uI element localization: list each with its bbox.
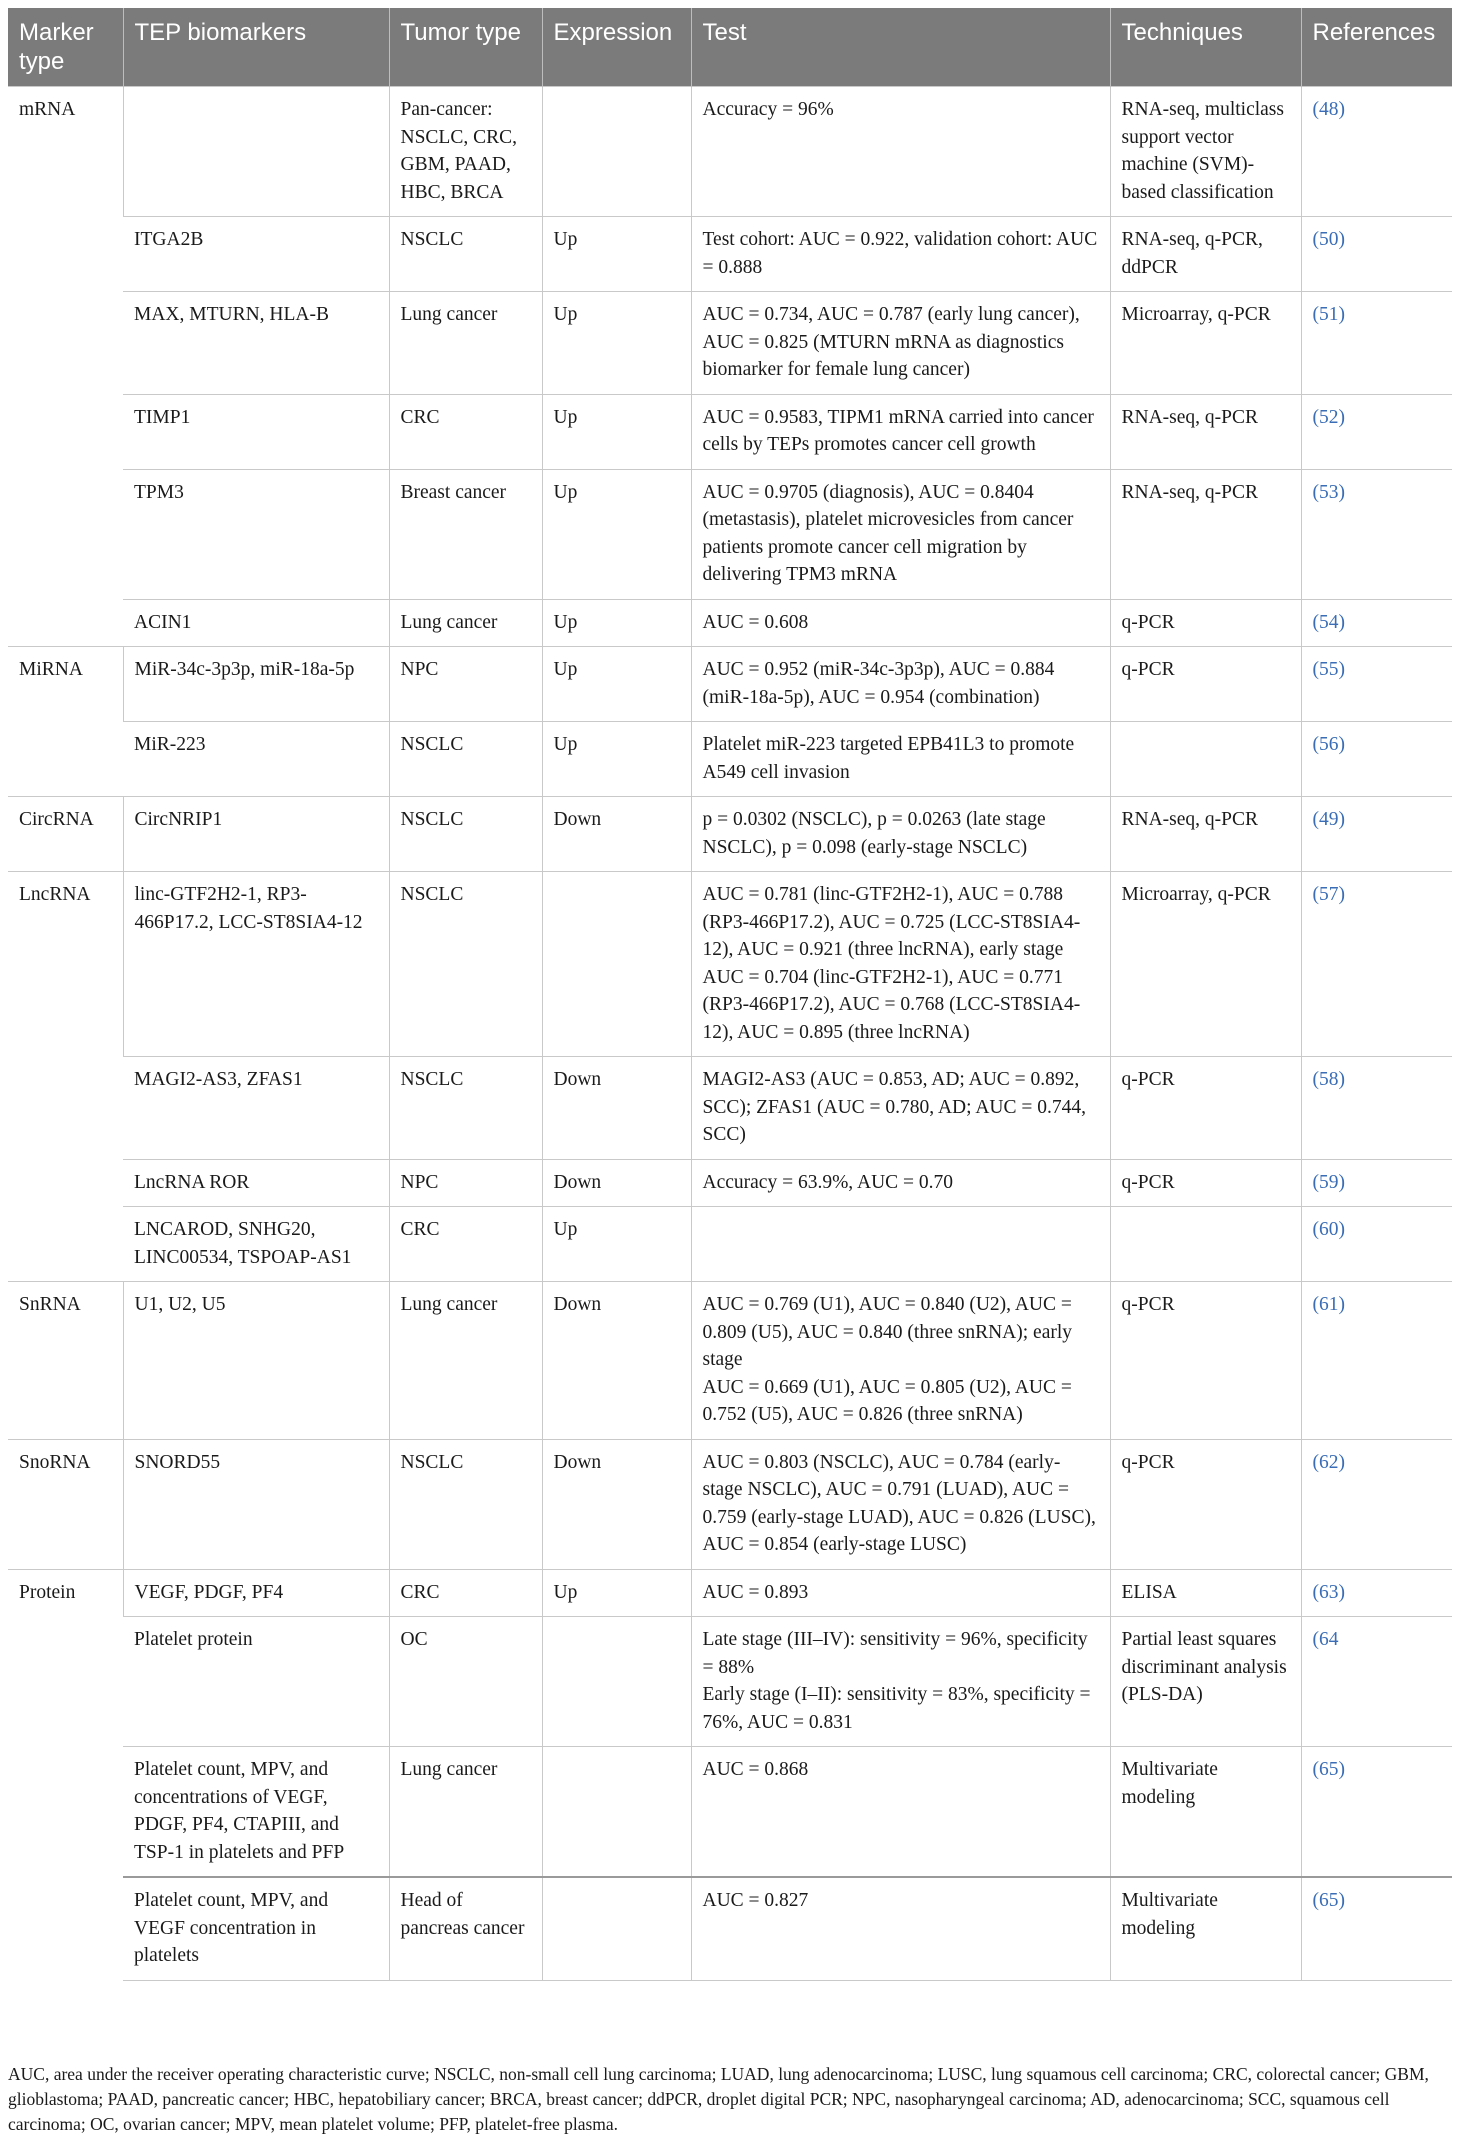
table-row	[8, 1282, 1452, 1440]
reference-cell	[1301, 647, 1452, 722]
biomarker-cell: ACIN1	[123, 599, 389, 647]
test-cell	[691, 872, 1110, 1057]
expression-cell: Up	[542, 394, 691, 469]
reference-link[interactable]: (60)	[1312, 1219, 1345, 1240]
header-test: Test	[691, 8, 1110, 87]
test-cell	[691, 1617, 1110, 1747]
test-text: AUC = 0.9583, TIPM1 mRNA carried into cancer cells by TEPs promotes cancer cell growth	[702, 406, 1094, 455]
biomarker-cell: U1, U2, U5	[123, 1282, 389, 1440]
reference-cell	[1301, 1439, 1452, 1569]
biomarker-cell: Platelet protein	[123, 1617, 389, 1747]
techniques-cell	[1110, 1207, 1301, 1282]
reference-cell	[1301, 394, 1452, 469]
test-text: Platelet miR-223 targeted EPB41L3 to promote A549 cell invasion	[702, 734, 1075, 783]
expression-cell	[542, 87, 691, 217]
test-cell	[691, 217, 1110, 292]
table-row	[8, 1877, 1452, 1980]
table-row	[8, 1439, 1452, 1569]
reference-cell	[1301, 1747, 1452, 1878]
reference-link[interactable]: (56)	[1312, 734, 1345, 755]
tumor-type-cell: NSCLC	[389, 1439, 542, 1569]
techniques-cell: Partial least squares discriminant analysis (PLS-DA)	[1110, 1617, 1301, 1747]
biomarker-cell: CircNRIP1	[123, 797, 389, 872]
marker-type-cell: SnRNA	[8, 1282, 123, 1440]
biomarker-cell: MAGI2-AS3, ZFAS1	[123, 1057, 389, 1160]
tumor-type-cell: OC	[389, 1617, 542, 1747]
reference-link[interactable]: (57)	[1312, 884, 1345, 905]
biomarker-cell: Platelet count, MPV, and VEGF concentration in platelets	[123, 1877, 389, 1980]
expression-cell: Down	[542, 1159, 691, 1207]
table-row	[8, 217, 1452, 292]
techniques-cell	[1110, 722, 1301, 797]
header-marker-type: Marker type	[8, 8, 123, 87]
reference-link[interactable]: (59)	[1312, 1171, 1345, 1193]
table-row	[8, 647, 1452, 722]
expression-cell: Up	[542, 292, 691, 395]
test-cell	[691, 292, 1110, 395]
test-cell	[691, 1207, 1110, 1282]
table-row	[8, 394, 1452, 469]
reference-link[interactable]: (63)	[1312, 1581, 1345, 1603]
biomarker-cell: MiR-34c-3p3p, miR-18a-5p	[123, 647, 389, 722]
test-text: Accuracy = 96%	[702, 99, 834, 120]
test-cell	[691, 1282, 1110, 1440]
reference-link[interactable]: (64	[1312, 1629, 1339, 1650]
biomarker-cell: LNCAROD, SNHG20, LINC00534, TSPOAP-AS1	[123, 1207, 389, 1282]
test-text: AUC = 0.781 (linc-GTF2H2-1), AUC = 0.788 (RP3-466P17.2), AUC = 0.725 (LCC-ST8SIA4-12), AUC = 0.921 (three lncRNA), early stage AUC = 0.704 (linc-GTF2H2-1), AUC = 0.771 (RP3-466P17.2), AUC = 0.768 (LCC-ST8SIA4-12), AUC = 0.895 (three lncRNA)	[702, 884, 1081, 1043]
expression-cell: Up	[542, 217, 691, 292]
reference-cell	[1301, 1569, 1452, 1617]
expression-cell: Up	[542, 599, 691, 647]
header-tep-biomarkers: TEP biomarkers	[123, 8, 389, 87]
table-row	[8, 722, 1452, 797]
tumor-type-cell: CRC	[389, 394, 542, 469]
biomarker-cell: TIMP1	[123, 394, 389, 469]
table-row	[8, 1617, 1452, 1747]
test-text-continued: Early stage (I–II): sensitivity = 83%, specificity = 76%, AUC = 0.831	[702, 1684, 1091, 1733]
test-cell	[691, 87, 1110, 217]
techniques-cell: q-PCR	[1110, 599, 1301, 647]
table-row	[8, 87, 1452, 217]
tumor-type-cell: NSCLC	[389, 217, 542, 292]
expression-cell	[542, 1877, 691, 1980]
test-cell	[691, 1747, 1110, 1878]
reference-link[interactable]: (65)	[1312, 1759, 1345, 1780]
header-techniques: Techniques	[1110, 8, 1301, 87]
table-footnote: AUC, area under the receiver operating characteristic curve; NSCLC, non-small cell lung carcinoma; LUAD, lung adenocarcinoma; LUSC, lung squamous cell carcinoma; CRC, colorectal cancer; GBM, glioblastoma; PAAD, pancreatic cancer; HBC, hepatobiliary cancer; BRCA, breast cancer; ddPCR, droplet digital PCR; NPC, nasopharyngeal carcinoma; AD, adenocarcinoma; SCC, squamous cell carcinoma; OC, ovarian cancer; MPV, mean platelet volume; PFP, platelet-free plasma.	[8, 2064, 1429, 2134]
tumor-type-cell: Head of pancreas cancer	[389, 1877, 542, 1980]
test-cell	[691, 722, 1110, 797]
test-text: MAGI2-AS3 (AUC = 0.853, AD; AUC = 0.892, SCC); ZFAS1 (AUC = 0.780, AD; AUC = 0.744, SCC)	[702, 1069, 1087, 1145]
marker-type-cell: LncRNA	[8, 872, 123, 1282]
techniques-cell: q-PCR	[1110, 1057, 1301, 1160]
reference-cell	[1301, 87, 1452, 217]
biomarker-cell: MAX, MTURN, HLA-B	[123, 292, 389, 395]
table-row	[8, 1569, 1452, 1617]
table-body	[8, 87, 1452, 1981]
table-header	[8, 8, 1452, 87]
table-row	[8, 1207, 1452, 1282]
biomarker-cell: ITGA2B	[123, 217, 389, 292]
biomarker-cell	[123, 87, 389, 217]
test-text: AUC = 0.734, AUC = 0.787 (early lung cancer), AUC = 0.825 (MTURN mRNA as diagnostics biomarker for female lung cancer)	[702, 304, 1080, 380]
techniques-cell: ELISA	[1110, 1569, 1301, 1617]
test-text: Test cohort: AUC = 0.922, validation cohort: AUC = 0.888	[702, 229, 1098, 278]
reference-cell	[1301, 292, 1452, 395]
expression-cell: Up	[542, 647, 691, 722]
tumor-type-cell: NSCLC	[389, 722, 542, 797]
expression-cell: Up	[542, 469, 691, 599]
expression-cell: Down	[542, 797, 691, 872]
marker-type-cell: CircRNA	[8, 797, 123, 872]
biomarker-cell: Platelet count, MPV, and concentrations of VEGF, PDGF, PF4, CTAPIII, and TSP-1 in platelets and PFP	[123, 1747, 389, 1878]
table-row	[8, 1159, 1452, 1207]
reference-link[interactable]: (62)	[1312, 1451, 1345, 1473]
reference-cell	[1301, 872, 1452, 1057]
tumor-type-cell: Pan-cancer: NSCLC, CRC, GBM, PAAD, HBC, BRCA	[389, 87, 542, 217]
reference-link[interactable]: (61)	[1312, 1294, 1345, 1315]
techniques-cell: q-PCR	[1110, 1439, 1301, 1569]
table-row	[8, 599, 1452, 647]
marker-type-cell: mRNA	[8, 87, 123, 647]
reference-link[interactable]: (50)	[1312, 229, 1345, 250]
expression-cell: Up	[542, 1569, 691, 1617]
biomarker-cell: VEGF, PDGF, PF4	[123, 1569, 389, 1617]
reference-cell	[1301, 722, 1452, 797]
test-cell	[691, 797, 1110, 872]
tumor-type-cell: CRC	[389, 1569, 542, 1617]
techniques-cell: RNA-seq, q-PCR	[1110, 797, 1301, 872]
techniques-cell: q-PCR	[1110, 1159, 1301, 1207]
reference-link[interactable]: (48)	[1312, 99, 1345, 120]
expression-cell: Down	[542, 1057, 691, 1160]
reference-cell	[1301, 469, 1452, 599]
reference-link[interactable]: (55)	[1312, 659, 1345, 680]
techniques-cell: q-PCR	[1110, 647, 1301, 722]
expression-cell: Down	[542, 1282, 691, 1440]
tumor-type-cell: Lung cancer	[389, 1747, 542, 1878]
test-cell	[691, 1877, 1110, 1980]
test-cell	[691, 469, 1110, 599]
biomarker-cell: SNORD55	[123, 1439, 389, 1569]
biomarker-cell: linc-GTF2H2-1, RP3-466P17.2, LCC-ST8SIA4-12	[123, 872, 389, 1057]
test-cell	[691, 1159, 1110, 1207]
techniques-cell: RNA-seq, q-PCR	[1110, 469, 1301, 599]
tumor-type-cell: Breast cancer	[389, 469, 542, 599]
test-cell	[691, 599, 1110, 647]
table-row	[8, 1747, 1452, 1878]
techniques-cell: RNA-seq, multiclass support vector machine (SVM)-based classification	[1110, 87, 1301, 217]
tumor-type-cell: CRC	[389, 1207, 542, 1282]
reference-cell	[1301, 797, 1452, 872]
reference-cell	[1301, 1159, 1452, 1207]
test-text: AUC = 0.868	[702, 1759, 809, 1780]
tumor-type-cell: NSCLC	[389, 797, 542, 872]
techniques-cell: Multivariate modeling	[1110, 1877, 1301, 1980]
expression-cell: Down	[542, 1439, 691, 1569]
techniques-cell: RNA-seq, q-PCR, ddPCR	[1110, 217, 1301, 292]
reference-cell	[1301, 1617, 1452, 1747]
reference-cell	[1301, 1207, 1452, 1282]
test-cell	[691, 1057, 1110, 1160]
expression-cell	[542, 1617, 691, 1747]
techniques-cell: Microarray, q-PCR	[1110, 292, 1301, 395]
expression-cell	[542, 1747, 691, 1878]
test-cell	[691, 1569, 1110, 1617]
biomarker-cell: MiR-223	[123, 722, 389, 797]
test-cell	[691, 647, 1110, 722]
test-text: AUC = 0.893	[702, 1581, 809, 1603]
techniques-cell: q-PCR	[1110, 1282, 1301, 1440]
header-expression: Expression	[542, 8, 691, 87]
tumor-type-cell: Lung cancer	[389, 1282, 542, 1440]
expression-cell	[542, 872, 691, 1057]
reference-cell	[1301, 1057, 1452, 1160]
test-text: Late stage (III–IV): sensitivity = 96%, specificity = 88%	[702, 1629, 1088, 1678]
test-text-continued: AUC = 0.669 (U1), AUC = 0.805 (U2), AUC = 0.752 (U5), AUC = 0.826 (three snRNA)	[702, 1376, 1072, 1425]
reference-cell	[1301, 599, 1452, 647]
reference-cell	[1301, 217, 1452, 292]
table-container	[8, 8, 1452, 1981]
tumor-type-cell: Lung cancer	[389, 599, 542, 647]
techniques-cell: Multivariate modeling	[1110, 1747, 1301, 1878]
tumor-type-cell: NPC	[389, 1159, 542, 1207]
test-text: Accuracy = 63.9%, AUC = 0.70	[702, 1171, 954, 1193]
reference-cell	[1301, 1877, 1452, 1980]
test-text: AUC = 0.608	[702, 611, 809, 633]
marker-type-cell: MiRNA	[8, 647, 123, 797]
reference-link[interactable]: (52)	[1312, 406, 1345, 428]
tumor-type-cell: NPC	[389, 647, 542, 722]
techniques-cell: Microarray, q-PCR	[1110, 872, 1301, 1057]
test-text: AUC = 0.769 (U1), AUC = 0.840 (U2), AUC = 0.809 (U5), AUC = 0.840 (three snRNA); early stage	[702, 1294, 1073, 1370]
expression-cell: Up	[542, 722, 691, 797]
tumor-type-cell: NSCLC	[389, 1057, 542, 1160]
table-row	[8, 292, 1452, 395]
test-text: AUC = 0.827	[702, 1890, 809, 1911]
techniques-cell: RNA-seq, q-PCR	[1110, 394, 1301, 469]
header-references: References	[1301, 8, 1452, 87]
tumor-type-cell: NSCLC	[389, 872, 542, 1057]
reference-link[interactable]: (49)	[1312, 809, 1345, 830]
reference-cell	[1301, 1282, 1452, 1440]
reference-link[interactable]: (51)	[1312, 304, 1345, 325]
test-cell	[691, 1439, 1110, 1569]
test-cell	[691, 394, 1110, 469]
test-text: AUC = 0.952 (miR-34c-3p3p), AUC = 0.884 (miR-18a-5p), AUC = 0.954 (combination)	[702, 659, 1055, 708]
reference-link[interactable]: (58)	[1312, 1069, 1345, 1090]
expression-cell: Up	[542, 1207, 691, 1282]
biomarker-table	[8, 8, 1452, 1981]
reference-link[interactable]: (53)	[1312, 481, 1345, 503]
test-text: AUC = 0.803 (NSCLC), AUC = 0.784 (early-stage NSCLC), AUC = 0.791 (LUAD), AUC = 0.759 (early-stage LUAD), AUC = 0.826 (LUSC), AUC = 0.854 (early-stage LUSC)	[702, 1451, 1096, 1555]
reference-link[interactable]: (54)	[1312, 611, 1345, 633]
marker-type-cell: Protein	[8, 1569, 123, 1980]
tumor-type-cell: Lung cancer	[389, 292, 542, 395]
table-row	[8, 1057, 1452, 1160]
reference-link[interactable]: (65)	[1312, 1890, 1345, 1911]
test-text: p = 0.0302 (NSCLC), p = 0.0263 (late stage NSCLC), p = 0.098 (early-stage NSCLC)	[702, 809, 1046, 858]
test-text: AUC = 0.9705 (diagnosis), AUC = 0.8404 (metastasis), platelet microvesicles from cancer patients promote cancer cell migration by delivering TPM3 mRNA	[702, 481, 1074, 585]
marker-type-cell: SnoRNA	[8, 1439, 123, 1569]
table-row	[8, 469, 1452, 599]
table-row	[8, 872, 1452, 1057]
header-tumor-type: Tumor type	[389, 8, 542, 87]
table-row	[8, 797, 1452, 872]
biomarker-cell: LncRNA ROR	[123, 1159, 389, 1207]
biomarker-cell: TPM3	[123, 469, 389, 599]
